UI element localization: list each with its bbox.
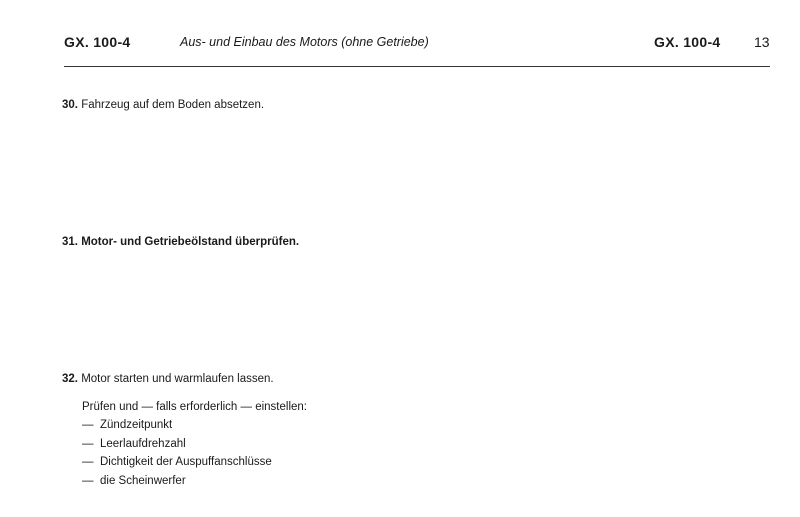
step-number: 30. (62, 99, 78, 111)
list-item (82, 455, 272, 474)
header-code-right: GX. 100-4 (654, 34, 721, 50)
step-number: 32. (62, 373, 78, 385)
list-item-text: Dichtigkeit der Auspuffanschlüsse (100, 456, 272, 468)
step-text: Motor starten und warmlaufen lassen. (81, 373, 274, 385)
step-number: 31. (62, 236, 78, 248)
list-item (82, 418, 272, 437)
header-code-left: GX. 100-4 (64, 34, 131, 50)
dash-marker: — (82, 437, 94, 450)
list-item-text: Zündzeitpunkt (100, 419, 173, 431)
step-text: Motor- und Getriebeölstand überprüfen. (81, 236, 300, 248)
dash-marker: — (82, 419, 94, 431)
page-number: 13 (754, 34, 770, 50)
dash-marker: — (82, 474, 94, 487)
step-text: Fahrzeug auf dem Boden absetzen. (81, 99, 265, 111)
check-list (82, 418, 272, 492)
header-title: Aus- und Einbau des Motors (ohne Getriebe) (180, 35, 429, 49)
list-item-text: Leerlaufdrehzahl (100, 437, 186, 450)
step-30 (62, 98, 264, 112)
page-header (64, 34, 770, 56)
list-item (82, 437, 272, 456)
list-item (82, 474, 272, 493)
step-32 (62, 372, 274, 386)
step-31 (62, 235, 299, 249)
check-intro: Prüfen und — falls erforderlich — einstellen: (82, 401, 307, 413)
header-rule (64, 66, 770, 67)
list-item-text: die Scheinwerfer (100, 474, 186, 487)
dash-marker: — (82, 456, 94, 468)
